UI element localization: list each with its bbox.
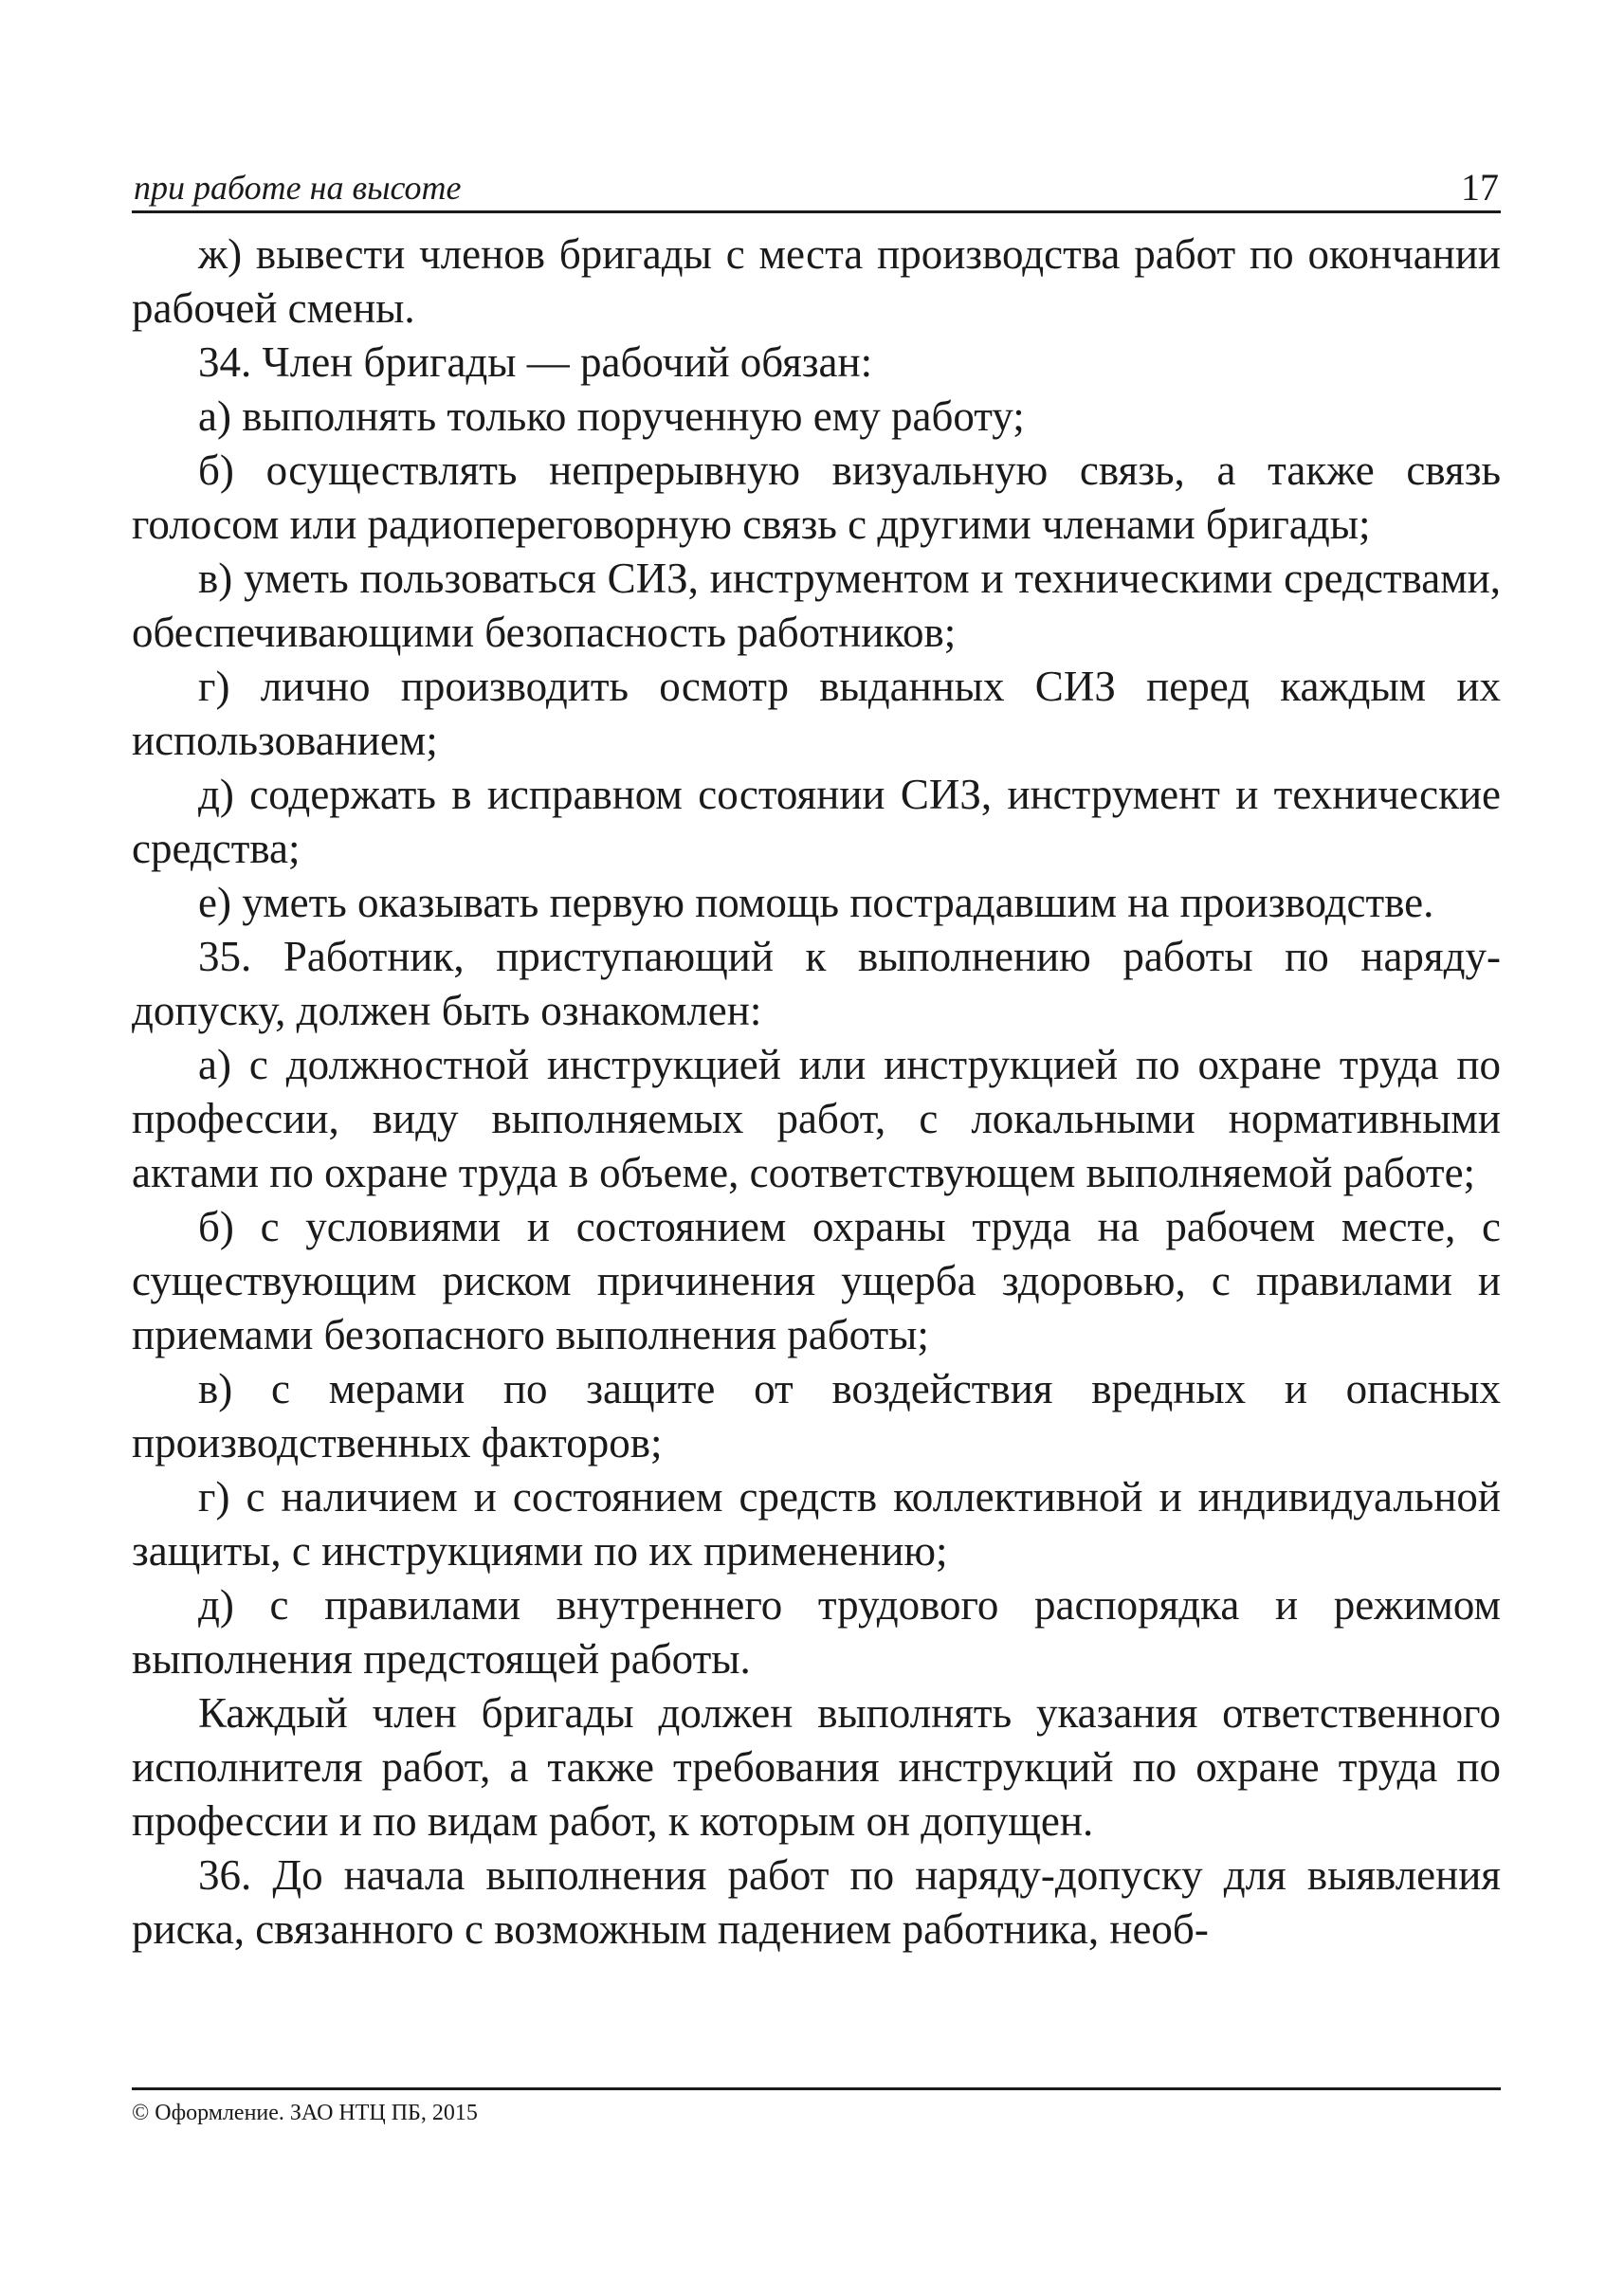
paragraph: е) уметь оказывать первую помощь пострадавшим на производстве. [198, 879, 1434, 926]
paragraph: г) лично производить осмотр выданных СИЗ перед каждым их использованием; [132, 663, 1501, 764]
page-footer [132, 2087, 1501, 2124]
paragraph: а) выполнять только порученную ему работу; [198, 392, 1025, 440]
paragraph: Каждый член бригады должен выполнять указания ответственного исполнителя работ, а также требования инструкций по охране труда по профессии и по видам работ, к которым он допущен. [132, 1689, 1501, 1845]
paragraph: 35. Работник, приступающий к выполнению работы по наряду-допуску, должен быть ознакомлен: [132, 933, 1501, 1034]
paragraph: 34. Член бригады — рабочий обязан: [198, 338, 873, 386]
paragraph: в) уметь пользоваться СИЗ, инструментом и техническими средствами, обеспечивающими безопасность работников; [132, 555, 1501, 656]
paragraph: а) с должностной инструкцией или инструкцией по охране труда по профессии, виду выполняемых работ, с локальными нормативными актами по охране труда в объеме, соответствующем выполняемой работе; [132, 1041, 1501, 1196]
running-title: при работе на высоте [134, 169, 462, 207]
copyright-notice: © Оформление. ЗАО НТЦ ПБ, 2015 [132, 2101, 478, 2125]
paragraph: д) содержать в исправном состоянии СИЗ, инструмент и технические средства; [132, 771, 1501, 872]
paragraph: г) с наличием и состоянием средств коллективной и индивидуальной защиты, с инструкциями по их применению; [132, 1473, 1501, 1575]
paragraph: ж) вывести членов бригады с места производства работ по окончании рабочей смены. [132, 230, 1501, 332]
paragraph: б) осуществлять непрерывную визуальную связь, а также связь голосом или радиопереговорную связь с другими членами бригады; [132, 446, 1501, 548]
body-text [132, 228, 1501, 1957]
paragraph: в) с мерами по защите от воздействия вредных и опасных производственных факторов; [132, 1365, 1501, 1466]
paragraph: д) с правилами внутреннего трудового распорядка и режимом выполнения предстоящей работы. [132, 1581, 1501, 1683]
paragraph: 36. До начала выполнения работ по наряду-допуску для выявления риска, связанного с возможным падением работника, необ- [132, 1851, 1501, 1953]
page-header [132, 159, 1501, 213]
page-number: 17 [1461, 166, 1499, 209]
paragraph: б) с условиями и состоянием охраны труда на рабочем месте, с существующим риском причинения ущерба здоровью, с правилами и приемами безопасного выполнения работы; [132, 1203, 1501, 1358]
